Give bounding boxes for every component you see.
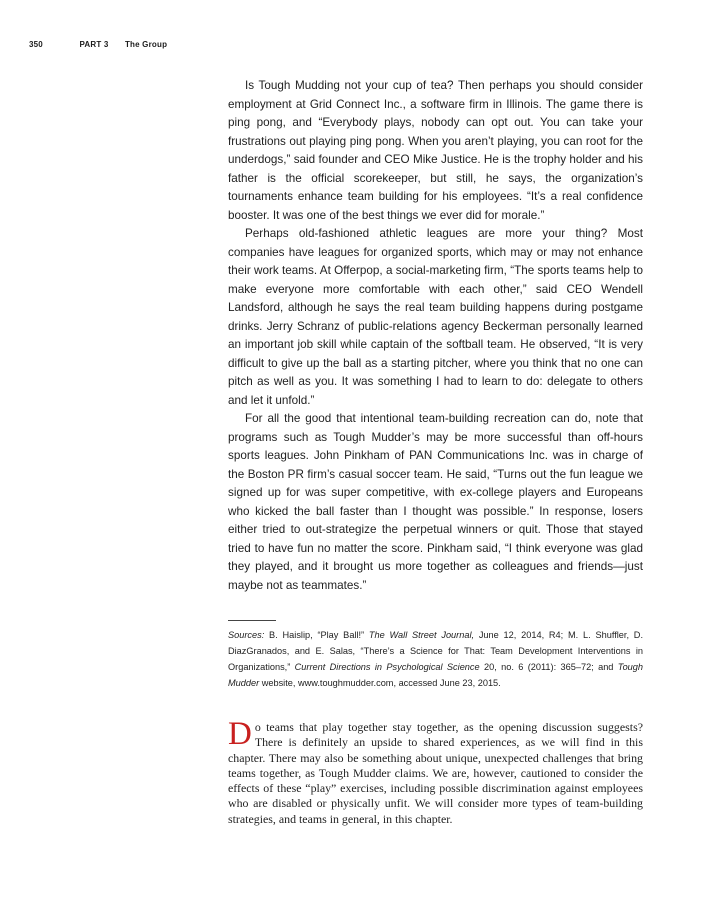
page-number: 350 — [29, 40, 43, 49]
sources-text: 20, no. 6 (2011): 365–72; and — [479, 662, 618, 672]
chapter-intro-paragraph — [228, 716, 643, 827]
part-label: PART 3 — [79, 40, 109, 49]
drop-cap: D — [228, 716, 252, 752]
sources-journal: Tough Mudder — [228, 662, 644, 688]
sources-text: website, www.toughmudder.com, accessed June 23, 2015. — [259, 678, 501, 688]
sources-note — [228, 627, 643, 691]
chapter-intro-text: o teams that play together stay together, as the opening discussion suggests? There is definitely an upside to shared experiences, as we will find in this chapter. There may also be something about unique, unexpected challenges that bring teams together, as Tough Mudder claims. We are, however, cautioned to consider the effects of these “play” exercises, including possible discrimination against employees who are disabled or physically unfit. We will consider more types of team-building strategies, and teams in general, in this chapter. — [228, 720, 643, 826]
body-paragraph-1: Is Tough Mudding not your cup of tea? Then perhaps you should consider employment at Grid Connect Inc., a software firm in Illinois. The game there is ping pong, and “Everybody plays, nobody can opt out. You can take your frustrations out playing ping pong. When you aren’t playing, you can root for the underdogs,” said founder and CEO Mike Justice. He is the trophy holder and his father is the official scorekeeper, but still, he says, the organization’s tournaments enhance team building for his employees. “It’s a real confidence booster. It was one of the best things we ever did for morale.” — [228, 79, 643, 222]
running-header — [29, 40, 167, 49]
sources-text: June 12, 2014, R4; M. L. Shuffler, D. DiazGranados, and E. Salas, “There’s a Science for That: Team Development Interventions in Organizations,” — [228, 630, 643, 672]
body-paragraph-2: Perhaps old-fashioned athletic leagues are more your thing? Most companies have leagues for organized sports, which may or may not enhance their work teams. At Offerpop, a social-marketing firm, “The sports teams help to make everyone more comfortable with each other,” said CEO Wendell Landsford, although he says the real team building happens during postgame drinks. Jerry Schranz of public-relations agency Beckerman personally learned an important job skill while captain of the softball team. He observed, “It is very difficult to give up the ball as a starting pitcher, where you think that no one can pitch as well as you. It was something I had to learn to do: delegate to others and let it unfold.” — [228, 227, 643, 407]
section-title: The Group — [124, 40, 168, 49]
body-paragraph-3: For all the good that intentional team-building recreation can do, note that programs such as Tough Mudder’s may be more successful than off-hours sports leagues. John Pinkham of PAN Communications Inc. was in charge of the Boston PR firm’s casual soccer team. He said, “Turns out the fun league we signed up for was super competitive, with ex-college players and Europeans who kicked the ball faster than I thought was possible.” In response, losers either tried to out-strategize the perpetual winners or quit. Those that stayed tried to have fun no matter the score. Pinkham said, “I think everyone was glad they played, and it brought us more together as colleagues and friends—just maybe not as teammates.” — [228, 412, 643, 592]
sources-journal: The Wall Street Journal, — [368, 630, 475, 640]
sources-label: Sources: — [228, 630, 265, 640]
main-content — [228, 77, 643, 827]
footnote-rule — [228, 620, 276, 621]
sources-text: B. Haislip, “Play Ball!” — [264, 630, 369, 640]
sources-journal: Current Directions in Psychological Science — [294, 662, 480, 672]
